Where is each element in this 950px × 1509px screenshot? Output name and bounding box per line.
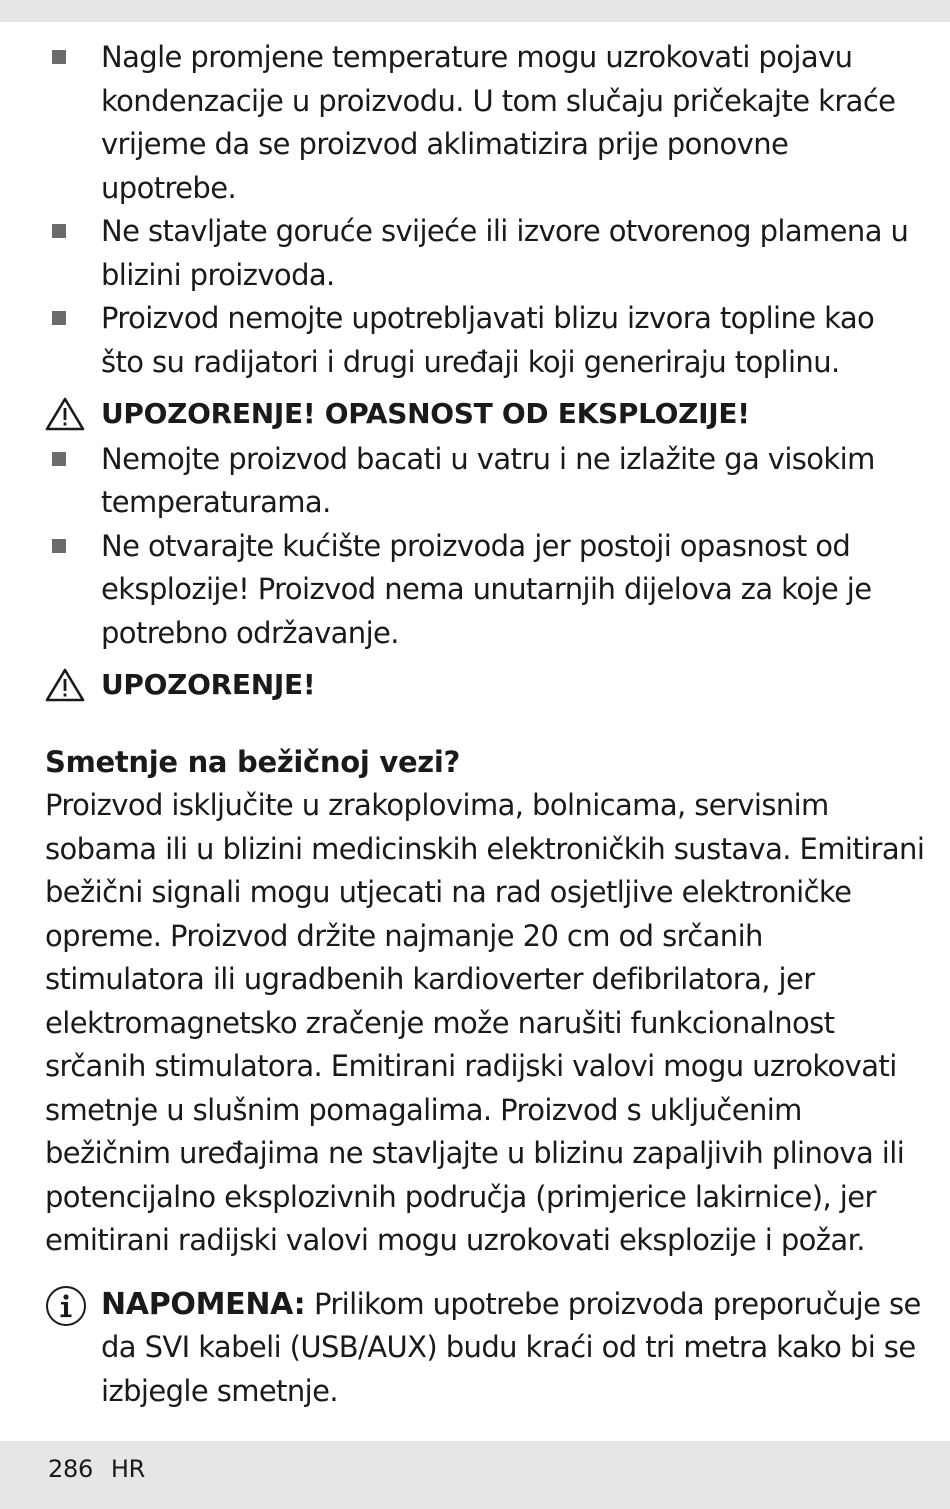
note-label: NAPOMENA: [101, 1286, 306, 1322]
warning-heading-text: UPOZORENJE! [101, 668, 316, 701]
bullet-square-icon [52, 311, 66, 325]
bullet-text: Proizvod nemojte upotrebljavati blizu izvora topline kao što su radijatori i drugi uređaji koji generiraju toplinu. [101, 301, 875, 379]
bullet-square-icon [52, 452, 66, 466]
note-text: Prilikom upotrebe proizvoda preporučuje se da SVI kabeli (USB/AUX) budu kraći od tri metra kako bi se izbjegle smetnje. [101, 1286, 921, 1408]
bullet-square-icon [52, 539, 66, 553]
section-body: Proizvod isključite u zrakoplovima, bolnicama, servisnim sobama ili u blizini medicinskih elektroničkih sustava. Emitirani bežični signali mogu utjecati na rad osjetljive elektroničke opreme. Proizvod držite najmanje 20 cm od srčanih stimulatora ili ugradbenih kardioverter defibrilatora, jer elektromagnetsko zračenje može narušiti funkcionalnost srčanih stimulatora. Emitirani radijski valovi mogu uzrokovati smetnje u slušnim pomagalima. Proizvod s uključenim bežičnim uređajima ne stavljajte u blizinu zapaljivih plinova ili potencijalno eksplozivnih područja (primjerice lakirnice), jer emitirani radijski valovi mogu uzrokovati eksplozije i požar. [45, 788, 925, 1257]
info-icon [45, 1285, 87, 1327]
list-item [45, 438, 925, 525]
list-item [45, 210, 925, 297]
note-block [45, 1283, 925, 1414]
section-title: Smetnje na bežičnoj vezi? [45, 744, 461, 779]
list-item [45, 36, 925, 210]
bullet-text: Ne stavljate goruće svijeće ili izvore otvorenog plamena u blizini proizvoda. [101, 214, 909, 292]
warning-triangle-icon [45, 397, 85, 431]
warning-heading-text: UPOZORENJE! OPASNOST OD EKSPLOZIJE! [101, 397, 750, 430]
list-item [45, 525, 925, 656]
bullet-square-icon [52, 50, 66, 64]
language-code: HR [110, 1455, 146, 1483]
bullet-text: Nagle promjene temperature mogu uzrokovati pojavu kondenzacije u proizvodu. U tom slučaju pričekajte kraće vrijeme da se proizvod aklimatizira prije ponovne upotrebe. [101, 40, 896, 205]
warning-triangle-icon [45, 668, 85, 702]
list-item [45, 297, 925, 384]
top-band [0, 0, 950, 22]
page-number: 286 [48, 1455, 93, 1483]
page-content [45, 36, 925, 1413]
bullet-square-icon [52, 224, 66, 238]
footer [48, 1455, 145, 1483]
bullet-text: Ne otvarajte kućište proizvoda jer postoji opasnost od eksplozije! Proizvod nema unutarnjih dijelova za koje je potrebno održavanje. [101, 528, 872, 650]
warning-heading [45, 663, 925, 707]
warning-heading-explosion [45, 392, 925, 436]
bullet-text: Nemojte proizvod bacati u vatru i ne izlažite ga visokim temperaturama. [101, 441, 875, 519]
